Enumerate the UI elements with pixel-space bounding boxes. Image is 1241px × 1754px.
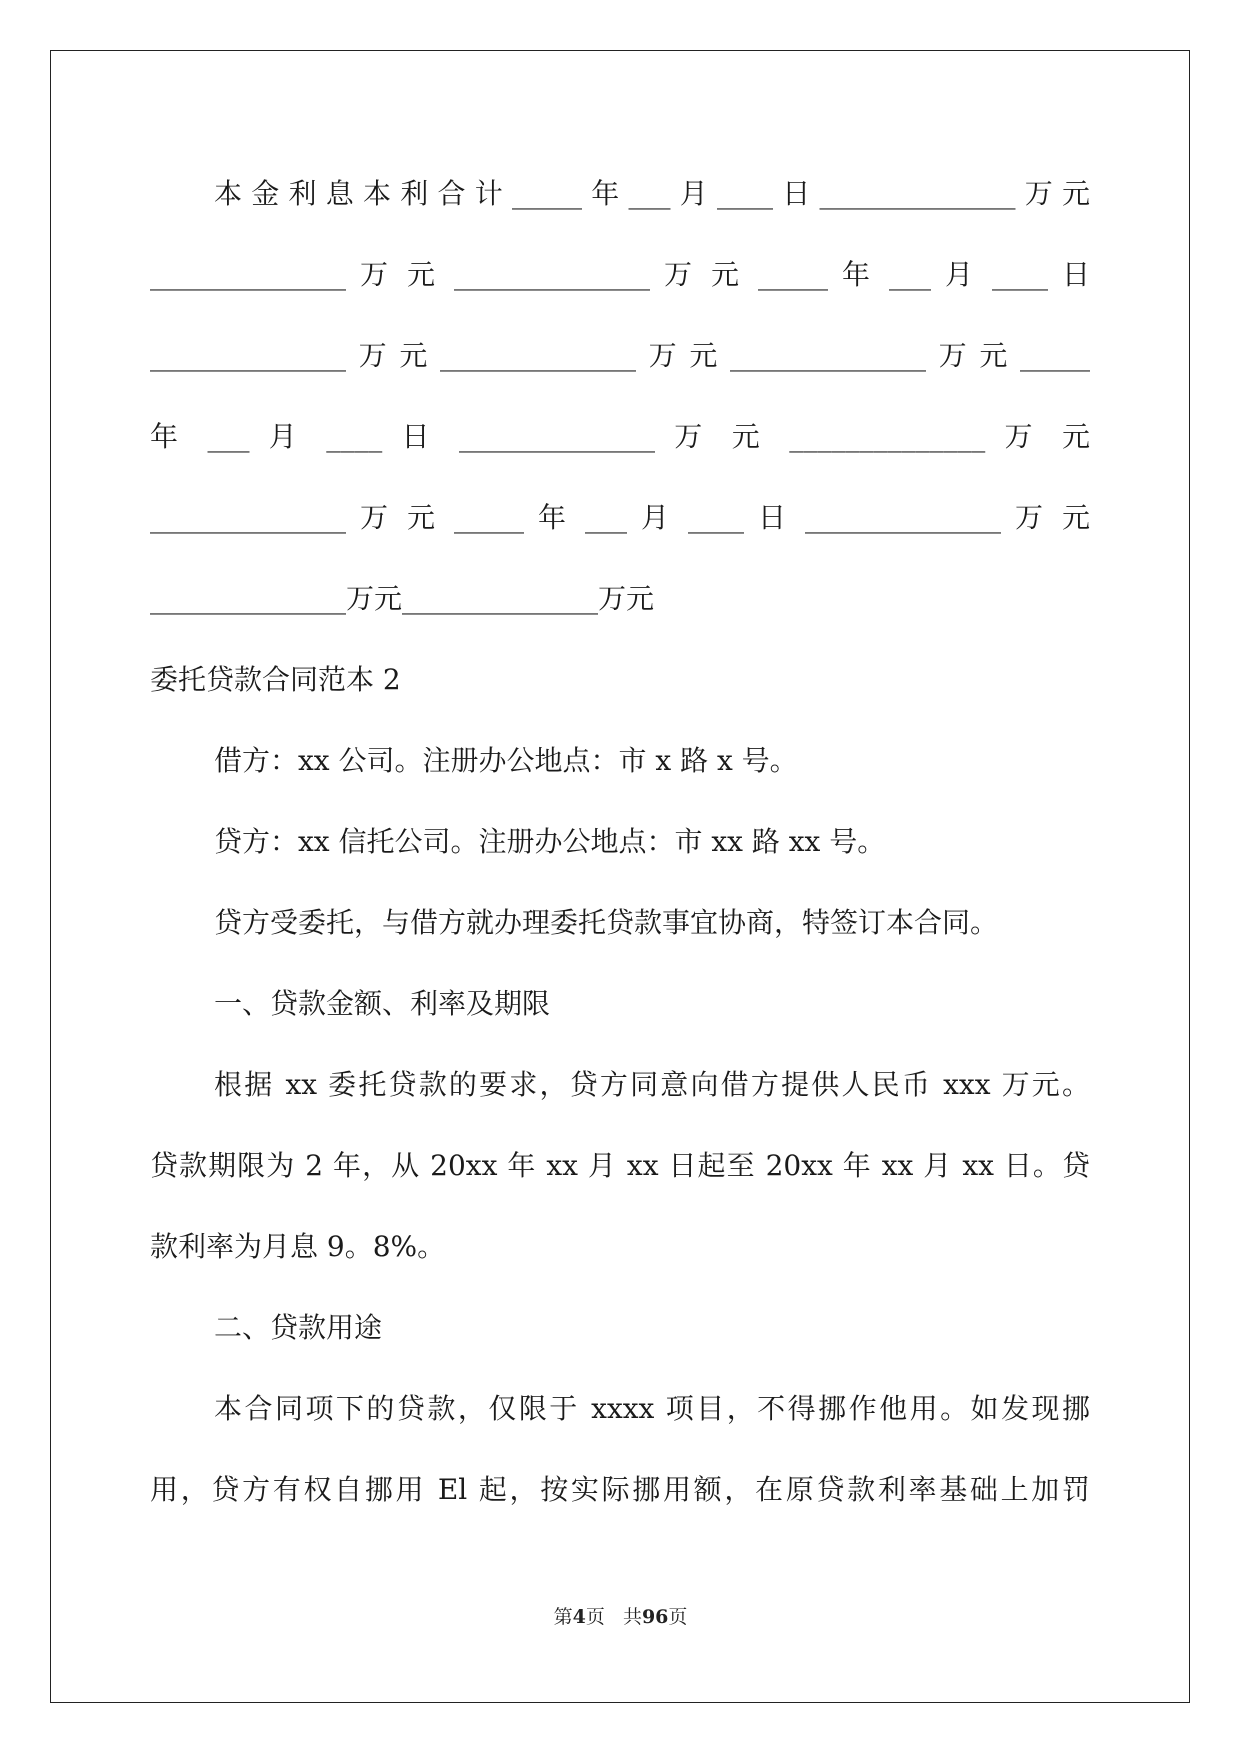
paragraph-loan-terms: 根据 xx 委托贷款的要求，贷方同意向借方提供人民币 xxx 万元。 (214, 1068, 1090, 1101)
footer-prefix: 第 (553, 1606, 573, 1628)
page-footer (0, 1605, 1241, 1629)
paragraph-loan-terms-cont: 款利率为月息 9。8%。 (150, 1230, 446, 1263)
table-row: ______________万元______________万元 (150, 582, 655, 615)
paragraph-lender: 贷方：xx 信托公司。注册办公地点：市 xx 路 xx 号。 (214, 825, 886, 858)
table-row-header: 本金利息本利合计_____年___月____日______________万元 (214, 177, 1090, 210)
page-frame (50, 50, 1190, 1703)
footer-middle: 页 共 (585, 1606, 642, 1628)
heading-loan-purpose: 二、贷款用途 (214, 1311, 383, 1344)
section-title: 委托贷款合同范本 2 (150, 663, 401, 696)
paragraph-loan-purpose: 本合同项下的贷款，仅限于 xxxx 项目，不得挪作他用。如发现挪 (214, 1392, 1090, 1425)
paragraph-borrower: 借方：xx 公司。注册办公地点：市 x 路 x 号。 (214, 744, 798, 777)
footer-suffix: 页 (668, 1606, 688, 1628)
footer-total-pages: 96 (641, 1606, 669, 1628)
paragraph-intro: 贷方受委托，与借方就办理委托贷款事宜协商，特签订本合同。 (214, 906, 999, 939)
heading-loan-terms: 一、贷款金额、利率及期限 (214, 987, 551, 1020)
table-row: ______________ 万 元 _____ 年 ___ 月 ____ 日 ______________ 万 元 (150, 501, 1090, 534)
table-row: ______________万元______________万元______________万元_____ (150, 339, 1090, 372)
table-row: 年 ___ 月 ____ 日 ______________ 万 元 ______________ 万 元 (150, 420, 1090, 453)
table-row: ______________ 万 元 ______________ 万 元 _____ 年 ___ 月 ____ 日 (150, 258, 1090, 291)
paragraph-loan-purpose-cont: 用，贷方有权自挪用 El 起，按实际挪用额，在原贷款利率基础上加罚 (150, 1473, 1090, 1506)
footer-page-number: 4 (572, 1606, 586, 1628)
paragraph-loan-terms-cont: 贷款期限为 2 年，从 20xx 年 xx 月 xx 日起至 20xx 年 xx 月 xx 日。贷 (150, 1149, 1090, 1182)
